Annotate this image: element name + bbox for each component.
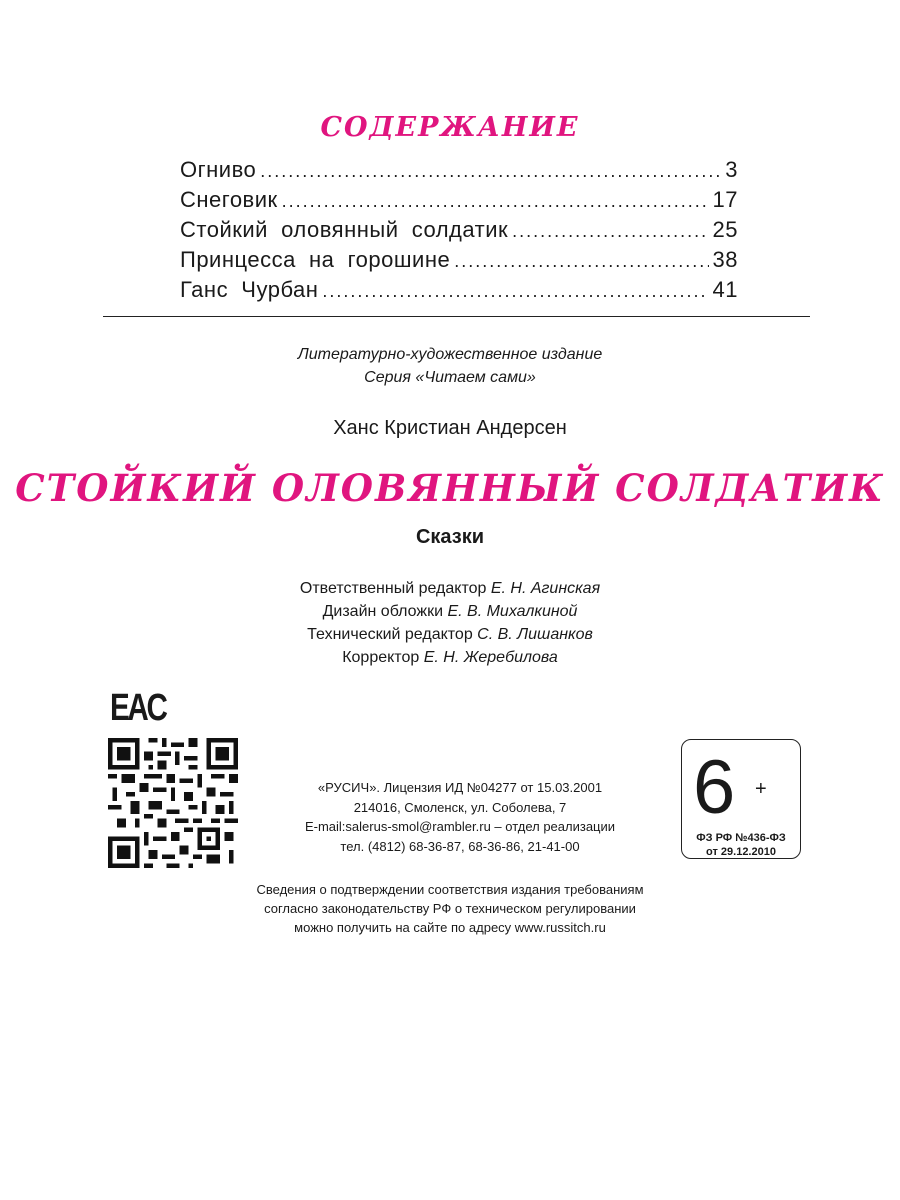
credit-line [0,646,900,669]
toc-item-label: Стойкий оловянный солдатик [180,217,509,242]
compliance-notice [0,880,900,937]
credit-name: Е. Н. Агинская [490,580,601,597]
credit-line [0,600,900,623]
toc-item-label: Принцесса на горошине [180,247,451,272]
age-rating-law-date: от 29.12.2010 [706,846,776,858]
book-subtitle: Сказки [415,526,485,548]
credit-name: С. В. Лишанков [477,626,593,643]
toc-item-page: 25 [712,217,738,242]
credit-name: Е. В. Михалкиной [447,603,578,620]
age-rating-law [681,831,801,859]
toc-item-label: Огниво [180,157,257,182]
age-rating-law-number: ФЗ РФ №436-ФЗ [696,832,786,844]
credit-role: Технический редактор [307,626,473,643]
age-rating-value: 6 [693,745,736,830]
table-of-contents [180,155,738,305]
publisher-phone: тел. (4812) 68-36-87, 68-36-86, 21-41-00 [340,838,580,854]
toc-item-label: Ганс Чурбан [180,277,319,302]
toc-item-page: 38 [712,247,738,272]
toc-item [180,155,738,185]
toc-title: СОДЕРЖАНИЕ [320,112,580,143]
age-rating-plus: + [755,778,767,800]
eac-logo: EAC [110,687,166,729]
toc-item [180,245,738,275]
publisher-license: «РУСИЧ». Лицензия ИД №04277 от 15.03.2001 [317,780,603,795]
toc-item [180,215,738,245]
toc-leader-dots [322,276,708,306]
credit-role: Ответственный редактор [299,580,487,597]
toc-leader-dots [454,246,708,276]
toc-item-page: 3 [725,157,738,182]
toc-item-page: 41 [712,277,738,302]
toc-item-page: 17 [712,187,738,212]
compliance-line: Сведения о подтверждении соответствия издания требованиям [256,882,644,897]
author-name: Ханс Кристиан Андерсен [333,417,567,439]
toc-leader-dots [512,216,708,246]
credit-line [0,577,900,600]
section-divider [103,316,810,317]
toc-leader-dots [282,186,709,216]
publisher-email: E-mail:salerus-smol@rambler.ru – отдел реализации [304,819,616,834]
book-title: СТОЙКИЙ ОЛОВЯННЫЙ СОЛДАТИК [15,466,885,510]
credits-block [0,577,900,669]
publisher-address: 214016, Смоленск, ул. Соболева, 7 [353,799,567,815]
compliance-line: можно получить на сайте по адресу www.russitch.ru [294,920,606,935]
edition-type: Литературно-художественное издание [297,346,603,363]
publisher-info [260,778,660,856]
credit-line [0,623,900,646]
toc-item [180,185,738,215]
compliance-line: согласно законодательству РФ о техническом регулировании [264,901,636,916]
credit-role: Корректор [342,649,420,666]
toc-item-label: Снеговик [180,187,278,212]
toc-leader-dots [260,156,720,186]
credit-name: Е. Н. Жеребилова [423,649,558,666]
toc-item [180,275,738,305]
credit-role: Дизайн обложки [322,603,444,620]
qr-code-icon [108,738,238,868]
series-name: Серия «Читаем сами» [364,369,536,386]
